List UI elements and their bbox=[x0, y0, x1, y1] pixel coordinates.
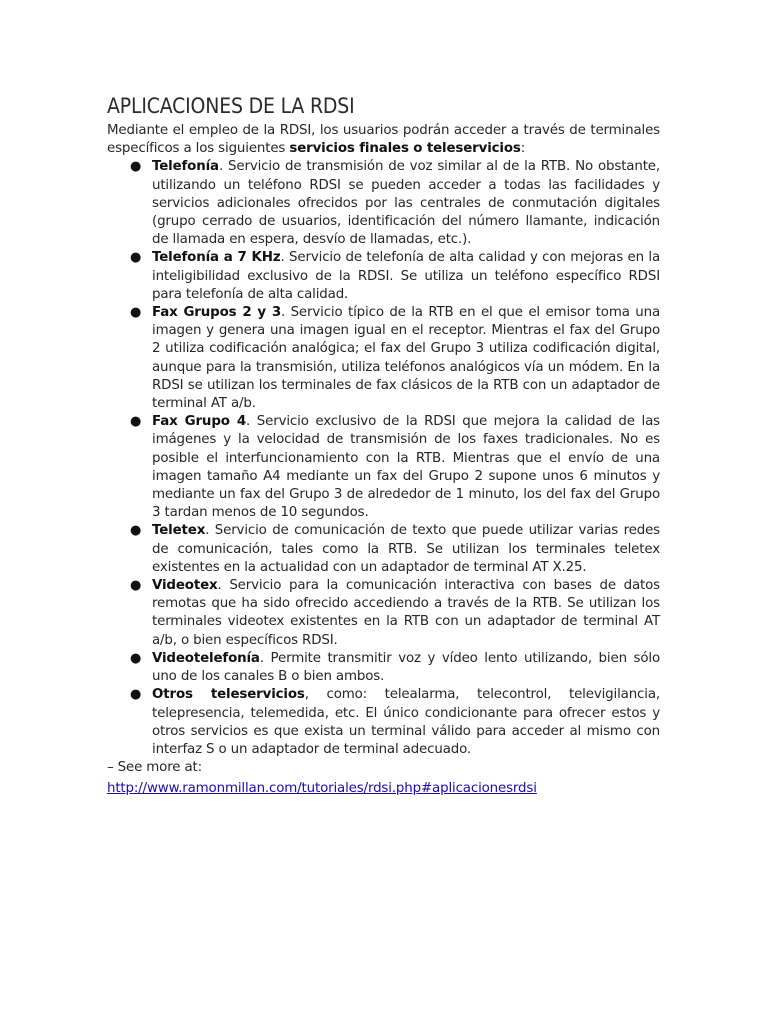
item-term: Fax Grupos 2 y 3 bbox=[152, 305, 281, 321]
item-text: . Servicio típico de la RTB en el que el emisor toma una imagen y genera una imagen igual en el receptor. Mientras el fax del Grupo 2 utiliza codificación analógica; el fax del Grupo 3 utiliza codificación digital, aunque para la transmisión, utiliza teléfonos analógicos vía un módem. En la RDSI se utilizan los terminales de fax clásicos de la RTB con un adaptador de terminal AT a/b. bbox=[152, 305, 661, 412]
intro-text: Mediante el empleo de la RDSI, los usuarios podrán acceder a través de terminales específicos a los siguientes bbox=[107, 123, 660, 157]
item-term: Telefonía bbox=[152, 159, 219, 175]
item-term: Videotelefonía bbox=[152, 650, 260, 666]
item-term: Videotex bbox=[152, 578, 218, 594]
item-term: Telefonía a 7 KHz bbox=[152, 250, 281, 266]
source-link[interactable]: http://www.ramonmillan.com/tutoriales/rdsi.php#aplicacionesrdsi bbox=[107, 781, 537, 797]
services-list bbox=[107, 158, 660, 759]
document-body bbox=[107, 122, 660, 799]
bullet-icon: ● bbox=[130, 250, 142, 266]
item-term: Teletex bbox=[152, 523, 206, 539]
bullet-icon: ● bbox=[130, 523, 142, 539]
item-text: . Permite transmitir voz y vídeo lento utilizando, bien sólo uno de los canales B o bien ambos. bbox=[152, 650, 660, 685]
list-item bbox=[130, 158, 660, 249]
bullet-icon: ● bbox=[130, 414, 142, 430]
list-item bbox=[130, 650, 660, 686]
see-more-text: – See more at: bbox=[107, 760, 202, 776]
item-term: Fax Grupo 4 bbox=[152, 414, 247, 430]
list-item bbox=[130, 304, 661, 413]
bullet-icon: ● bbox=[130, 305, 142, 321]
item-text: . Servicio de comunicación de texto que puede utilizar varias redes de comunicación, tales como la RTB. Se utilizan los terminales teletex existentes en la actualidad con un adaptador de terminal AT X.25. bbox=[152, 523, 660, 575]
intro-bold-text: servicios finales o teleservicios bbox=[289, 141, 521, 157]
bullet-icon: ● bbox=[130, 650, 142, 666]
intro-paragraph bbox=[107, 122, 660, 158]
item-term: Otros teleservicios bbox=[152, 687, 305, 703]
item-text: . Servicio de telefonía de alta calidad y con mejoras en la inteligibilidad exclusivo de la RDSI. Se utiliza un teléfono específico RDSI para telefonía de alta calidad. bbox=[152, 250, 661, 302]
item-text: . Servicio de transmisión de voz similar al de la RTB. No obstante, utilizando un teléfono RDSI se pueden acceder a todas las facilidades y servicios adicionales ofrecidos por las centrales de conmutación digitales (grupo cerrado de usuarios, identificación del número llamante, indicación de llamada en espera, desvío de llamadas, etc.). bbox=[152, 159, 660, 248]
item-text: . Servicio para la comunicación interactiva con bases de datos remotas que ha sido ofrecido accediendo a través de la RTB. Se utilizan los terminales videotex existentes en la RTB con un adaptador de terminal AT a/b, o bien específicos RDSI. bbox=[152, 578, 660, 648]
list-item bbox=[130, 686, 660, 759]
list-item bbox=[130, 577, 660, 650]
list-item bbox=[130, 249, 661, 304]
bullet-icon: ● bbox=[130, 578, 142, 594]
list-item bbox=[130, 522, 660, 577]
list-item bbox=[130, 413, 660, 522]
intro-suffix: : bbox=[520, 141, 526, 157]
item-text: , como: telealarma, telecontrol, televigilancia, telepresencia, telemedida, etc. El único condicionante para ofrecer estos y otros servicios es que exista un terminal válido para acceder al mismo con interfaz S o un adaptador de terminal adecuado. bbox=[152, 687, 660, 757]
document-page bbox=[107, 92, 660, 799]
bullet-icon: ● bbox=[130, 159, 142, 175]
bullet-icon: ● bbox=[130, 687, 142, 703]
page-title: APLICACIONES DE LA RDSI bbox=[107, 94, 355, 118]
item-text: . Servicio exclusivo de la RDSI que mejora la calidad de las imágenes y la velocidad de transmisión de los faxes tradicionales. No es posible el interfuncionamiento con la RTB. Mientras que el envío de una imagen tamaño A4 mediante un fax del Grupo 2 supone unos 6 minutos y mediante un fax del Grupo 3 de alrededor de 1 minuto, los del fax del Grupo 3 tardan menos de 10 segundos. bbox=[152, 414, 660, 521]
